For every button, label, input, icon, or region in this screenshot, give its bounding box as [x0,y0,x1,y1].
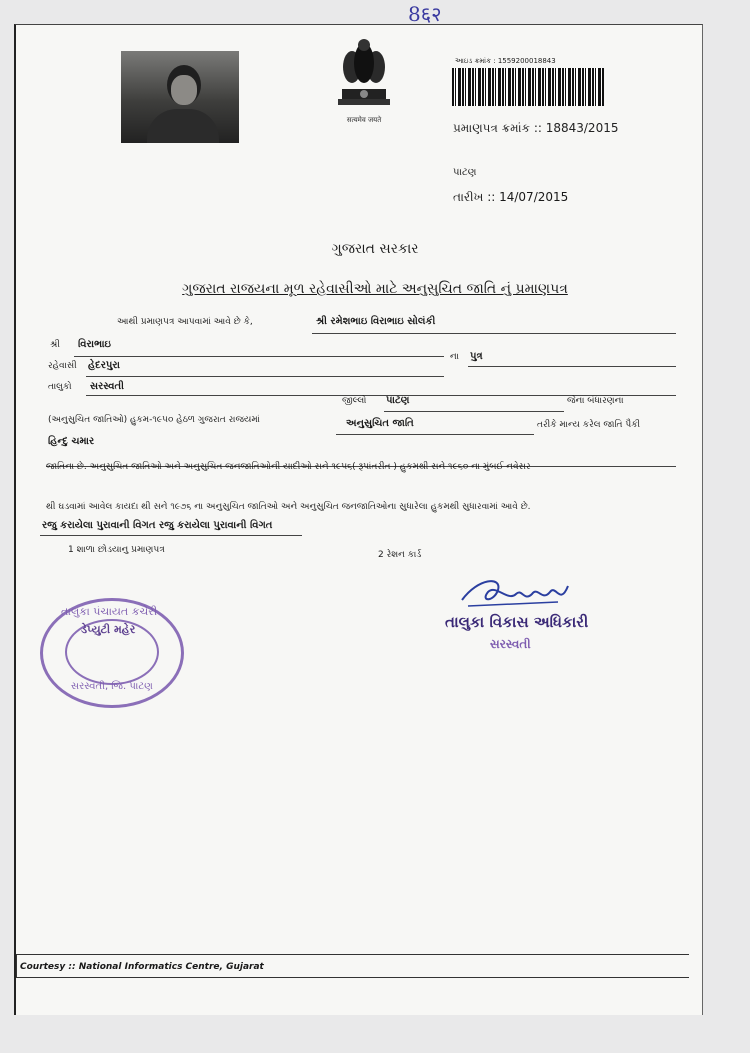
body-line-1: જાતિના છે. અનુસુચિત જાતિઓ અને અનુસુચિત જનજાતિઓની યાદીઓ સને ૧૯૫૬( રૂપાંતરીત ) હુકમથી સને ૧૯૬૦ ના મુંબઈ નવેસર [46,462,531,472]
taluka-value: સરસ્વતી [90,381,124,392]
certificate-number: પ્રમાણપત્ર ક્રમાંક :: 18843/2015 [453,121,619,135]
seal-office: ડેપ્યુટી મહેર [81,623,136,636]
office-seal [40,598,184,708]
constitution-text: જેના બંધારણના [567,396,624,406]
barcode-label: આઇડ ક્રમાંક : 1559200018843 [455,57,556,65]
taluka-label: તાલુકો [48,382,72,392]
footer-courtesy: Courtesy :: National Informatics Centre, Gujarat [20,962,264,972]
recognized-text: તરીકે માન્ય કરેલ જાતિ પૈકી [537,420,641,430]
national-emblem-icon [332,37,396,117]
certificate-subtitle: ગુજરાત રાજયના મૂળ રહેવાસીઓ માટે અનુસુચિત જાતિ નું પ્રમાણપત્ર [182,281,568,297]
resident-label: રહેવાસી [48,361,77,371]
body-line-2: થી ઘડવામાં આવેલ કાયદા થી સને ૧૯૭૬ ના અનુસુચિત જાતિઓ અને અનુસુચિત જનજાતિઓના સુધારેલા હુકમથી સુધારવામાં આવે છે. [46,502,531,512]
seal-ring-top: તાલુકા પંચાયત કચેરી [61,605,158,618]
category-value: અનુસુચિત જાતિ [346,418,414,429]
evidence-item-1: 1 શાળા છોડયાનુ પ્રમાણપત્ર [68,545,165,555]
barcode [452,68,604,106]
holder-name: શ્રી રમેશભાઇ વિરાભાઇ સોલંકી [316,316,436,327]
handwritten-mark: 8६२ [408,2,442,26]
officer-signature [458,572,578,616]
father-name: વિરાભાઇ [78,339,111,350]
holder-photo [121,51,239,143]
intro-text: આથી પ્રમાણપત્ર આપવામાં આવે છે કે, [117,317,253,327]
relation-value: પુત્ર [470,351,483,362]
resident-value: હેદરપુરા [88,360,120,371]
seal-ring-bottom: સરસ્વતી, જિ. પાટણ [71,681,153,692]
issue-date: તારીખ :: 14/07/2015 [453,190,569,204]
divider [40,535,302,536]
emblem-caption: सत्यमेव जयते [346,116,382,124]
district-label: જીલ્લો [342,396,367,406]
officer-place: સરસ્વતી [490,637,531,651]
evidence-heading: રજુ કરાયેલા પુરાવાની વિગત રજુ કરાયેલા પુરાવાની વિગત [42,520,273,531]
divider [74,356,444,357]
relation-label: ના [450,352,459,362]
evidence-item-2: 2 રેશન કાર્ડ [378,550,422,560]
father-prefix: શ્રી [50,340,60,350]
district-value: પાટણ [386,395,410,406]
order-text: (અનુસુચિત જાતિઓ) હુકમ-૧૯૫૦ હેઠળ ગુજરાત રાજયમાં [48,415,260,425]
caste-value: હિન્દુ ચમાર [48,436,95,447]
officer-title: તાલુકા વિકાસ અધિકારી [445,613,589,631]
government-heading: ગુજરાત સરકાર [331,241,419,257]
divider [384,411,564,412]
divider [468,366,676,367]
issue-place: પાટણ [453,167,477,178]
divider [336,434,534,435]
divider [312,333,676,334]
divider [86,376,444,377]
